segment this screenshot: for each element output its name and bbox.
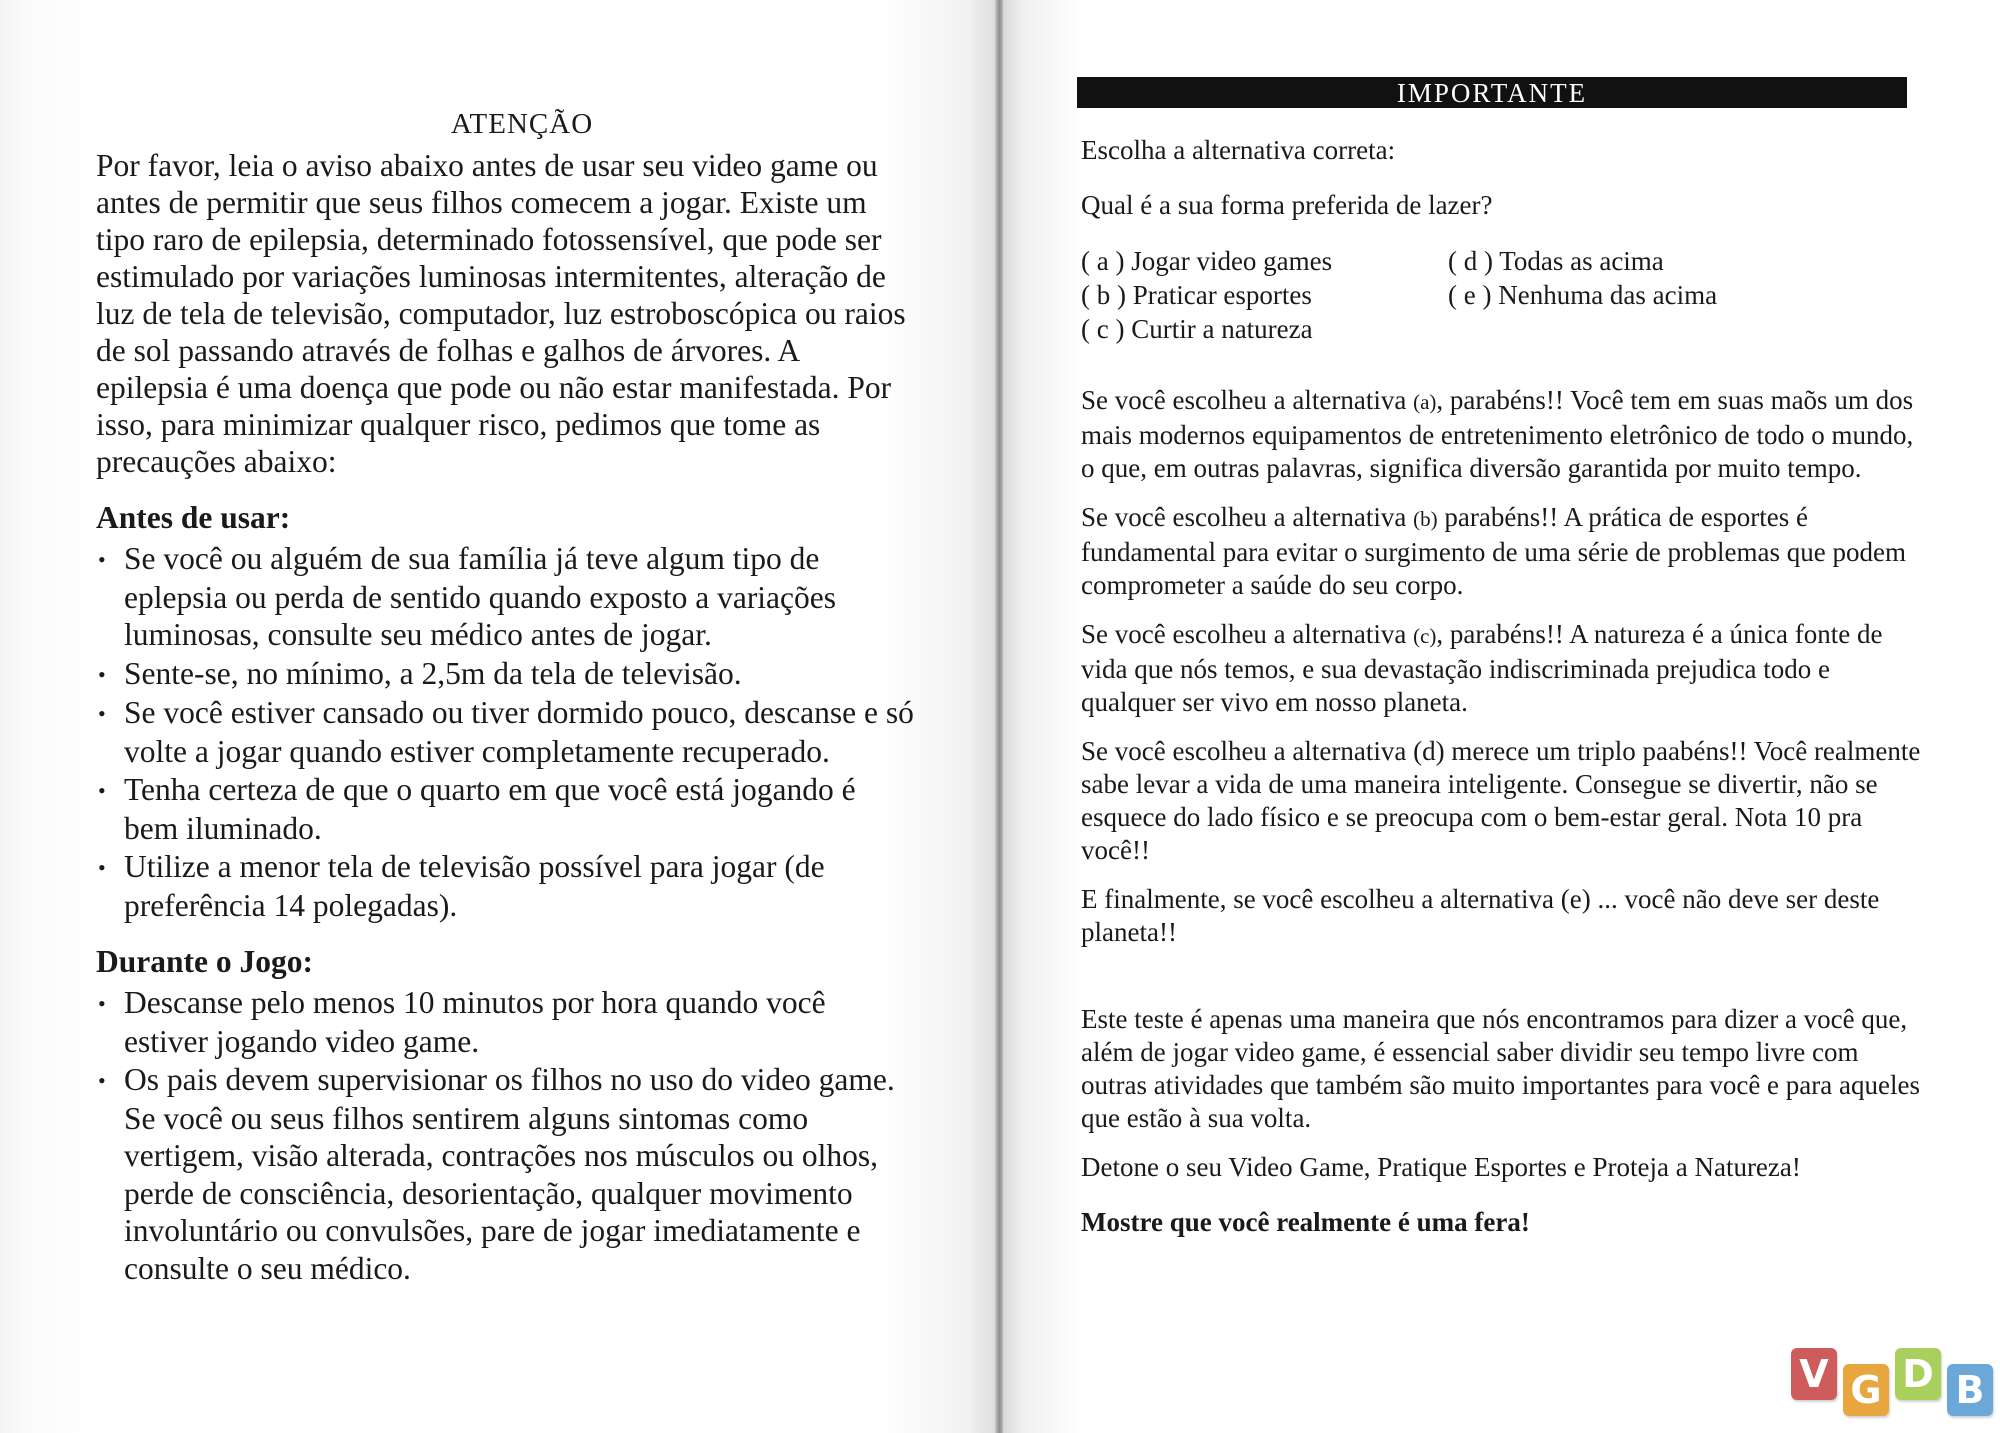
- bullet-icon: •: [98, 547, 106, 572]
- logo-letter-b: B: [1947, 1364, 1993, 1416]
- option-a: ( a ) Jogar video games: [1081, 246, 1333, 276]
- list-item: • Tenha certeza de que o quarto em que você está jogando é bem iluminado.: [98, 772, 856, 846]
- logo-letter-g: G: [1843, 1364, 1889, 1416]
- option-c: ( c ) Curtir a natureza: [1081, 314, 1313, 344]
- quiz-prompt: Escolha a alternativa correta:: [1081, 135, 1396, 165]
- bullet-icon: •: [98, 855, 106, 880]
- option-d: ( d ) Todas as acima: [1448, 246, 1664, 276]
- during-game-heading: Durante o Jogo:: [96, 944, 313, 979]
- important-banner: IMPORTANTE: [1077, 77, 1907, 108]
- closing-bold-line: Mostre que você realmente é uma fera!: [1081, 1207, 1530, 1237]
- left-page: [0, 0, 997, 1433]
- option-e: ( e ) Nenhuma das acima: [1448, 280, 1718, 310]
- answer-c: Se você escolheu a alternativa (c), parabéns!! A natureza é a única fonte de vida que nós temos, e sua devastação indiscriminada prejudica todo e qualquer ser vivo em nosso planeta.: [1081, 619, 1883, 717]
- answer-a: Se você escolheu a alternativa (a), parabéns!! Você tem em suas maõs um dos mais modernos equipamentos de entretenimento eletrônico de todo o mundo, o que, em outras palavras, significa diversão garantida por muito tempo.: [1081, 385, 1914, 483]
- warning-section: [96, 108, 916, 1288]
- quiz-question: Qual é a sua forma preferida de lazer?: [1081, 190, 1493, 220]
- quiz-options: [1081, 244, 1841, 346]
- vgdb-logo: [1791, 1344, 1991, 1422]
- during-game-list: [96, 984, 916, 1287]
- list-item: • Se você ou alguém de sua família já teve algum tipo de eplepsia ou perda de sentido quando exposto a variações luminosas, consulte seu médico antes de jogar.: [98, 541, 837, 652]
- warning-intro: Por favor, leia o aviso abaixo antes de usar seu video game ou antes de permitir que seus filhos comecem a jogar. Existe um tipo raro de epilepsia, determinado fotossensível, que pode ser estimulado por variações luminosas intermitentes, alteração de luz de tela de televisão, computador, luz estroboscópica ou raios de sol passando através de folhas e galhos de árvores. A epilepsia é uma doença que pode ou não estar manifestada. Por isso, para minimizar qualquer risco, pedimos que tome as precauções abaixo:: [96, 148, 906, 479]
- bullet-icon: •: [98, 991, 106, 1016]
- answer-d: Se você escolheu a alternativa (d) merece um triplo paabéns!! Você realmente sabe levar a vida de uma maneira inteligente. Consegue se divertir, não se esquece do lado físico e se preocupa com o bem-estar geral. Nota 10 pra você!!: [1081, 736, 1921, 865]
- list-item: • Utilize a menor tela de televisão possível para jogar (de preferência 14 polegadas).: [98, 849, 825, 923]
- warning-title: ATENÇÃO: [450, 108, 594, 140]
- before-use-list: [96, 540, 916, 924]
- bullet-icon: •: [98, 1068, 106, 1093]
- answer-b: Se você escolheu a alternativa (b) parabéns!! A prática de esportes é fundamental para evitar o surgimento de uma série de problemas que podem comprometer a saúde do seu corpo.: [1081, 502, 1906, 600]
- quiz-section: [1081, 134, 1926, 1239]
- logo-letter-v: V: [1791, 1348, 1837, 1400]
- list-item: • Sente-se, no mínimo, a 2,5m da tela de televisão.: [96, 655, 916, 694]
- answer-e: E finalmente, se você escolheu a alternativa (e) ... você não deve ser deste planeta!!: [1081, 884, 1880, 947]
- list-item: • Descanse pelo menos 10 minutos por hora quando você estiver jogando video game.: [98, 985, 826, 1059]
- bullet-icon: •: [98, 661, 106, 687]
- logo-letter-d: D: [1895, 1348, 1941, 1400]
- list-item: • Se você estiver cansado ou tiver dormido pouco, descanse e só volte a jogar quando estiver completamente recuperado.: [98, 695, 914, 769]
- before-use-heading: Antes de usar:: [96, 500, 291, 535]
- closing-slogan: Detone o seu Video Game, Pratique Esportes e Proteja a Natureza!: [1081, 1152, 1801, 1182]
- bullet-icon: •: [98, 701, 106, 726]
- bullet-icon: •: [98, 778, 106, 803]
- list-item: • Os pais devem supervisionar os filhos no uso do video game. Se você ou seus filhos sentirem alguns sintomas como vertigem, visão alterada, contrações nos músculos ou olhos, perde de consciência, desorientação, qualquer movimento involuntário ou convulsões, pare de jogar imediatamente e consulte o seu médico.: [98, 1062, 895, 1286]
- option-b: ( b ) Praticar esportes: [1081, 280, 1312, 310]
- closing-paragraph: Este teste é apenas uma maneira que nós encontramos para dizer a você que, além de jogar video game, é essencial saber dividir seu tempo livre com outras atividades que também são muito importantes para você e para aqueles que estão à sua volta.: [1081, 1004, 1920, 1133]
